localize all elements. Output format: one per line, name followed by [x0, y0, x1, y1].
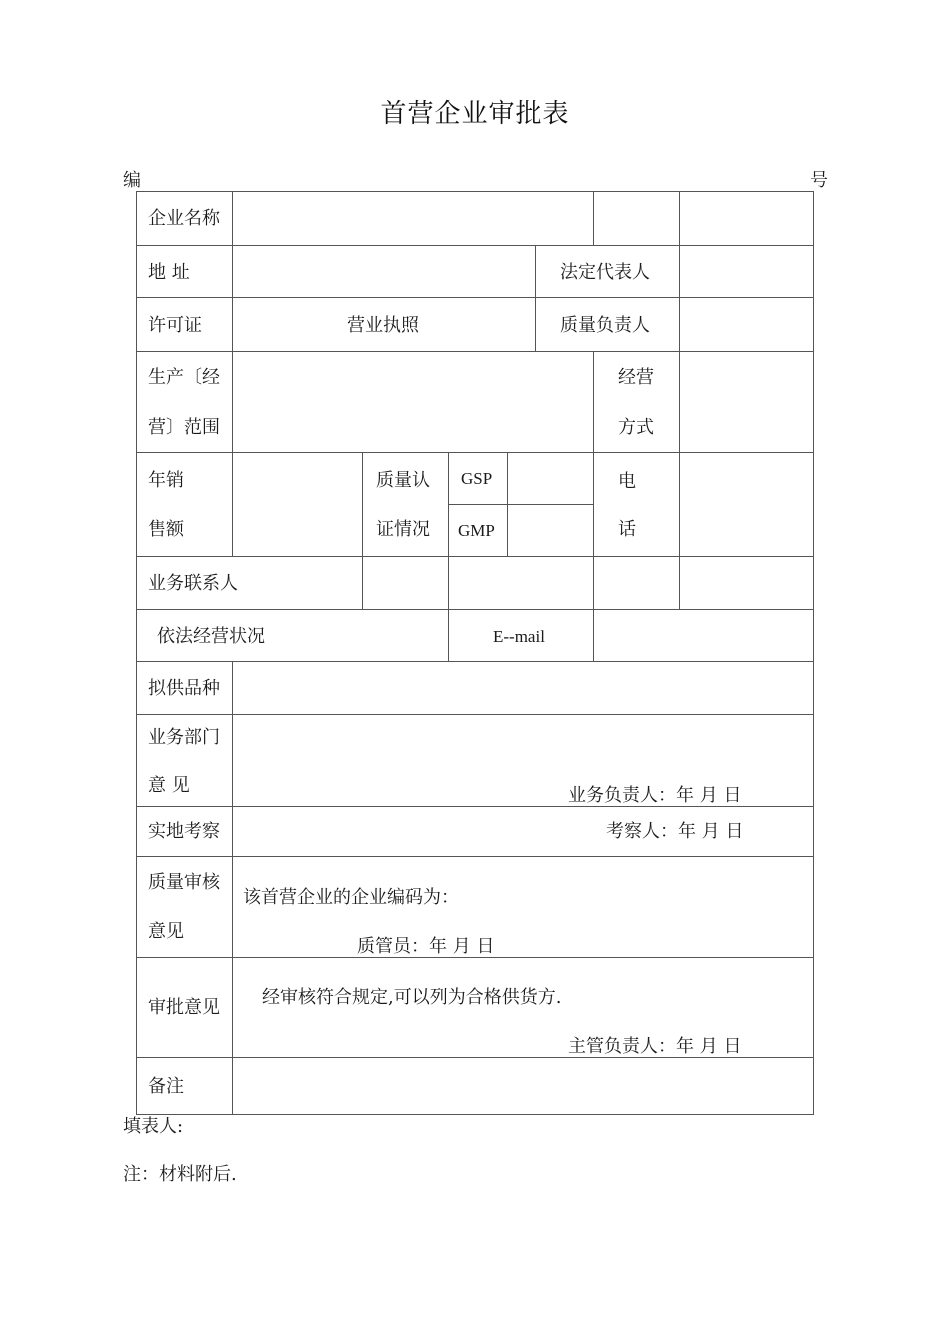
scope-label-line1: 生产〔经: [148, 367, 220, 388]
gmp-label: GMP: [458, 521, 495, 540]
quality-label-line2: 意见: [148, 921, 184, 942]
approval-signature: 主管负责人：年 月 日: [568, 1036, 742, 1057]
phone-label-line2: 话: [618, 519, 636, 540]
scope-label-line2: 营〕范围: [148, 417, 220, 438]
dept-label-line2: 意 见: [148, 775, 190, 796]
approval-text: 经审核符合规定,可以列为合格供货方.: [262, 987, 562, 1008]
gsp-label: GSP: [461, 469, 493, 488]
business-license-label: 营业执照: [347, 315, 419, 336]
address-label: 地 址: [148, 262, 190, 283]
sales-label-line1: 年销: [148, 470, 184, 491]
quality-manager-label: 质量负责人: [560, 315, 650, 336]
attachment-note: 注：材料附后.: [123, 1164, 237, 1185]
remarks-label: 备注: [148, 1076, 184, 1097]
sales-label-line2: 售额: [148, 519, 184, 540]
email-label: E--mail: [493, 627, 545, 646]
phone-label-line1: 电: [618, 471, 636, 492]
contact-label: 业务联系人: [148, 573, 238, 594]
company-name-label: 企业名称: [148, 208, 220, 229]
legal-rep-label: 法定代表人: [560, 262, 650, 283]
approval-label: 审批意见: [148, 997, 220, 1018]
number-label-left: 编: [123, 170, 141, 191]
legal-status-label: 依法经营状况: [157, 626, 265, 647]
mode-label-line2: 方式: [618, 417, 654, 438]
dept-label-line1: 业务部门: [148, 727, 220, 748]
filled-by-label: 填表人:: [123, 1116, 184, 1137]
mode-label-line1: 经营: [618, 367, 654, 388]
license-label: 许可证: [148, 315, 202, 336]
document-title: 首营企业审批表: [380, 99, 570, 129]
inspection-label: 实地考察: [148, 821, 220, 842]
products-label: 拟供品种: [148, 678, 220, 699]
dept-signature: 业务负责人：年 月 日: [568, 785, 742, 806]
quality-opinion-text: 该首营企业的企业编码为：: [243, 887, 459, 908]
inspection-signature: 考察人：年 月 日: [606, 821, 744, 842]
number-label-right: 号: [810, 170, 828, 191]
cert-label-line1: 质量认: [376, 470, 430, 491]
cert-label-line2: 证情况: [376, 519, 430, 540]
quality-signature: 质管员：年 月 日: [357, 936, 495, 957]
quality-label-line1: 质量审核: [148, 872, 220, 893]
